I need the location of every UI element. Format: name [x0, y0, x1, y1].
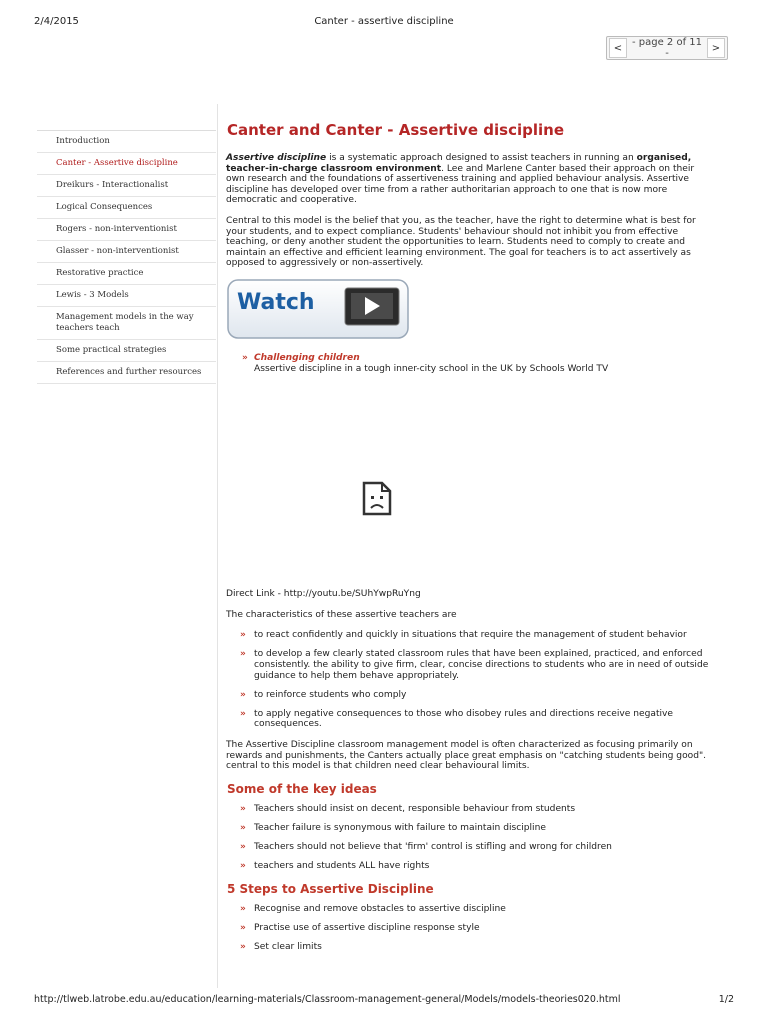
sidebar-nav — [37, 130, 216, 384]
page-navigator — [606, 36, 728, 60]
double-chevron-icon: » — [240, 649, 246, 660]
sidebar-item-glasser[interactable]: Glasser - non-interventionist — [37, 241, 216, 263]
list-item: » Teacher failure is synonymous with failure to maintain discipline — [240, 822, 546, 833]
sidebar-item-references[interactable]: References and further resources — [37, 362, 216, 384]
double-chevron-icon: » — [242, 352, 248, 363]
footer-url: http://tlweb.latrobe.edu.au/education/learning-materials/Classroom-management-general/Models/models-theories020.html — [34, 994, 621, 1005]
sidebar-item-introduction[interactable]: Introduction — [37, 131, 216, 153]
embedded-video[interactable] — [226, 374, 712, 589]
column-divider — [217, 104, 218, 988]
double-chevron-icon: » — [240, 903, 246, 914]
double-chevron-icon: » — [240, 803, 246, 814]
key-ideas-heading: Some of the key ideas — [227, 781, 377, 796]
list-item: » Teachers should insist on decent, responsible behaviour from students — [240, 803, 576, 814]
direct-link[interactable]: Direct Link - http://youtu.be/SUhYwpRuYng — [226, 589, 421, 600]
list-item: » teachers and students ALL have rights — [240, 861, 430, 872]
sidebar-item-practical-strategies[interactable]: Some practical strategies — [37, 340, 216, 362]
resource-description: Assertive discipline in a tough inner-city school in the UK by Schools World TV — [254, 363, 609, 374]
sidebar-item-rogers[interactable]: Rogers - non-interventionist — [37, 219, 216, 241]
list-item: » to apply negative consequences to those who disobey rules and directions receive negative consequences. — [240, 708, 674, 730]
sidebar-item-dreikurs[interactable]: Dreikurs - Interactionalist — [37, 175, 216, 197]
list-item: » to react confidently and quickly in situations that require the management of student behavior — [240, 630, 687, 641]
intro-text-b: . Lee and Marlene Canter based their approach on their own research and the foundations of assertiveness training and applied behaviour analysis. Assertive discipline has developed over time from a rather authoritarian approach to one that is now more democratic and cooperative. — [226, 163, 695, 206]
double-chevron-icon: » — [240, 941, 246, 952]
steps-list — [226, 904, 712, 953]
intro-term: Assertive discipline — [226, 153, 327, 163]
characteristics-intro: The characteristics of these assertive teachers are — [226, 609, 457, 620]
double-chevron-icon: » — [240, 689, 246, 700]
resource-title-link[interactable]: Challenging children — [254, 352, 360, 363]
steps-heading: 5 Steps to Assertive Discipline — [227, 881, 434, 896]
double-chevron-icon: » — [240, 861, 246, 872]
list-item: » Teachers should not believe that 'firm' control is stifling and wrong for children — [240, 841, 612, 852]
list-item: » Set clear limits — [240, 941, 322, 952]
prev-page-button[interactable]: < — [609, 38, 627, 58]
intro-emphasis: organised, teacher-in-charge classroom environment — [226, 153, 692, 174]
print-date: 2/4/2015 — [34, 16, 79, 27]
key-ideas-list — [226, 804, 712, 872]
double-chevron-icon: » — [240, 630, 246, 641]
print-title: Canter - assertive discipline — [314, 16, 454, 27]
intro-text-a: is a systematic approach designed to assist teachers in running an — [326, 153, 637, 163]
belief-paragraph: Central to this model is the belief that you, as the teacher, have the right to determine what is best for your students, and to expect compliance. Students' behaviour should not inhibit you from effective teaching, or deny another student the opportunities to learn. Students need to comply to create and maintain an effective and efficient learning environment. The goal for teachers is to act assertively as opposed to aggressively or non-assertively. — [226, 215, 696, 269]
sidebar-item-management-models[interactable]: Management models in the way teachers teach — [37, 307, 216, 340]
main-content — [226, 118, 712, 962]
watch-label: Watch — [237, 289, 315, 315]
double-chevron-icon: » — [240, 841, 246, 852]
page-title: Canter and Canter - Assertive discipline — [227, 121, 564, 139]
rewards-paragraph: The Assertive Discipline classroom management model is often characterized as focusing primarily on rewards and punishments, the Canters actually place great emphasis on "catching students being good". central to this model is that children need clear behavioural limits. — [226, 739, 707, 772]
list-item: » Practise use of assertive discipline response style — [240, 922, 480, 933]
footer-page-number: 1/2 — [718, 994, 734, 1005]
next-page-button[interactable]: > — [707, 38, 725, 58]
characteristics-list — [226, 630, 712, 730]
list-item: » to develop a few clearly stated classroom rules that have been explained, practiced, and enforced consistently. the ability to give firm, clear, concise directions to students who are in need of outside guidance to help them behave appropriately. — [240, 649, 709, 681]
video-resource — [242, 353, 712, 374]
print-footer — [34, 994, 734, 1005]
double-chevron-icon: » — [240, 922, 246, 933]
list-item: » to reinforce students who comply — [240, 689, 407, 700]
sidebar-item-lewis[interactable]: Lewis - 3 Models — [37, 285, 216, 307]
sidebar-item-logical-consequences[interactable]: Logical Consequences — [37, 197, 216, 219]
list-item: » Recognise and remove obstacles to assertive discipline — [240, 903, 506, 914]
watch-banner[interactable] — [227, 279, 409, 339]
broken-video-icon — [361, 481, 393, 517]
page-indicator: - page 2 of 11 - — [631, 37, 703, 59]
sidebar-item-canter[interactable]: Canter - Assertive discipline — [37, 153, 216, 175]
double-chevron-icon: » — [240, 708, 246, 719]
intro-paragraph — [226, 153, 712, 206]
sidebar-item-restorative[interactable]: Restorative practice — [37, 263, 216, 285]
double-chevron-icon: » — [240, 822, 246, 833]
